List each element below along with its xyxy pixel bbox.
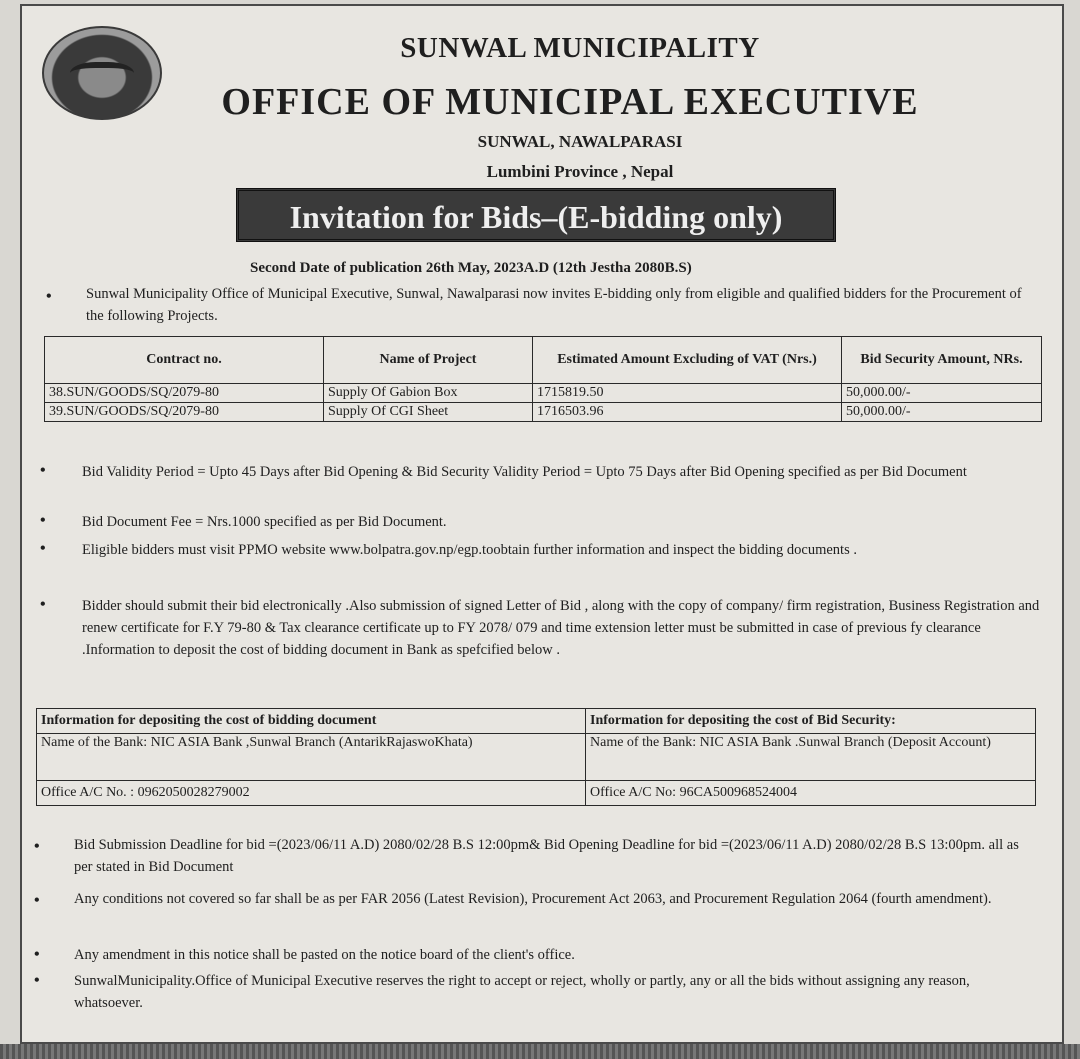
col-estimated-amount: Estimated Amount Excluding of VAT (Nrs.) [533,337,842,384]
bid-fee-text: Bid Document Fee = Nrs.1000 specified as per Bid Document. [82,514,447,530]
notice-banner: Invitation for Bids–(E-bidding only) [236,188,836,242]
bullet: • [40,512,46,529]
deadline-text: Bid Submission Deadline for bid =(2023/06/11 A.D) 2080/02/28 B.S 12:00pm& Bid Opening Deadline for bid =(2023/06/11 A.D) 2080/02/28 B.S 13:00pm. all as per stated in Bid Document [74,837,1019,875]
bullet: • [40,596,46,613]
deposit-doc-bank: Name of the Bank: NIC ASIA Bank ,Sunwal Branch (AntarikRajaswoKhata) [37,734,586,781]
col-project-name: Name of Project [324,337,533,384]
deposit-security-title: Information for depositing the cost of Bid Security: [586,709,1036,734]
cell-estimated-amount: 1715819.50 [533,384,842,403]
cell-project-name: Supply Of CGI Sheet [324,403,533,422]
col-bid-security: Bid Security Amount, NRs. [842,337,1042,384]
municipality-name: SUNWAL MUNICIPALITY [400,32,760,64]
office-location: SUNWAL, NAWALPARASI [477,132,683,151]
bullet: • [34,972,40,989]
office-province: Lumbini Province , Nepal [486,162,674,181]
eligible-bidders-text: Eligible bidders must visit PPMO website www.bolpatra.gov.np/egp.toobtain further information and inspect the bidding documents . [82,542,857,558]
bullet: • [46,288,52,305]
deposit-doc-account: Office A/C No. : 0962050028279002 [37,781,586,806]
table-row [37,734,1036,781]
intro-text: Sunwal Municipality Office of Municipal Executive, Sunwal, Nawalparasi now invites E-bidding only from eligible and qualified bidders for the Procurement of the following Projects. [86,286,1022,324]
cell-contract-no: 38.SUN/GOODS/SQ/2079-80 [45,384,324,403]
submission-requirements-text: Bidder should submit their bid electronically .Also submission of signed Letter of Bid , along with the copy of company/ firm registration, Business Registration and renew certificate for F.Y 79-80 & Tax clearance certificate up to FY 2078/ 079 and time extension letter must be submitted in case of previous fy clearance .Information to deposit the cost of bidding document in Bank as spefcified below . [82,598,1040,658]
page-edge [0,1044,1080,1059]
publication-date: Second Date of publication 26th May, 2023A.D (12th Jestha 2080B.S) [250,260,692,276]
bullet: • [40,540,46,557]
table-header-row [45,337,1042,384]
cell-bid-security: 50,000.00/- [842,403,1042,422]
table-row [37,781,1036,806]
conditions-text: Any conditions not covered so far shall be as per FAR 2056 (Latest Revision), Procurement Act 2063, and Procurement Regulation 2064 (fourth amendment). [74,891,992,907]
bid-validity-text: Bid Validity Period = Upto 45 Days after Bid Opening & Bid Security Validity Period = Upto 75 Days after Bid Opening specified as per Bid Document [82,464,967,480]
bullet: • [40,462,46,479]
bullet: • [34,892,40,909]
table-row [45,384,1042,403]
bullet: • [34,838,40,855]
deposit-table [36,708,1036,806]
bullet: • [34,946,40,963]
bid-table [44,336,1042,422]
cell-bid-security: 50,000.00/- [842,384,1042,403]
rights-reserved-text: SunwalMunicipality.Office of Municipal Executive reserves the right to accept or reject, wholly or partly, any or all the bids without assigning any reason, whatsoever. [74,973,970,1011]
office-title: OFFICE OF MUNICIPAL EXECUTIVE [221,81,919,123]
deposit-doc-title: Information for depositing the cost of bidding document [37,709,586,734]
table-header-row [37,709,1036,734]
deposit-security-bank: Name of the Bank: NIC ASIA Bank .Sunwal Branch (Deposit Account) [586,734,1036,781]
amendment-text: Any amendment in this notice shall be pasted on the notice board of the client's office. [74,947,575,963]
cell-project-name: Supply Of Gabion Box [324,384,533,403]
cell-contract-no: 39.SUN/GOODS/SQ/2079-80 [45,403,324,422]
deposit-security-account: Office A/C No: 96CA500968524004 [586,781,1036,806]
col-contract-no: Contract no. [45,337,324,384]
cell-estimated-amount: 1716503.96 [533,403,842,422]
table-row [45,403,1042,422]
